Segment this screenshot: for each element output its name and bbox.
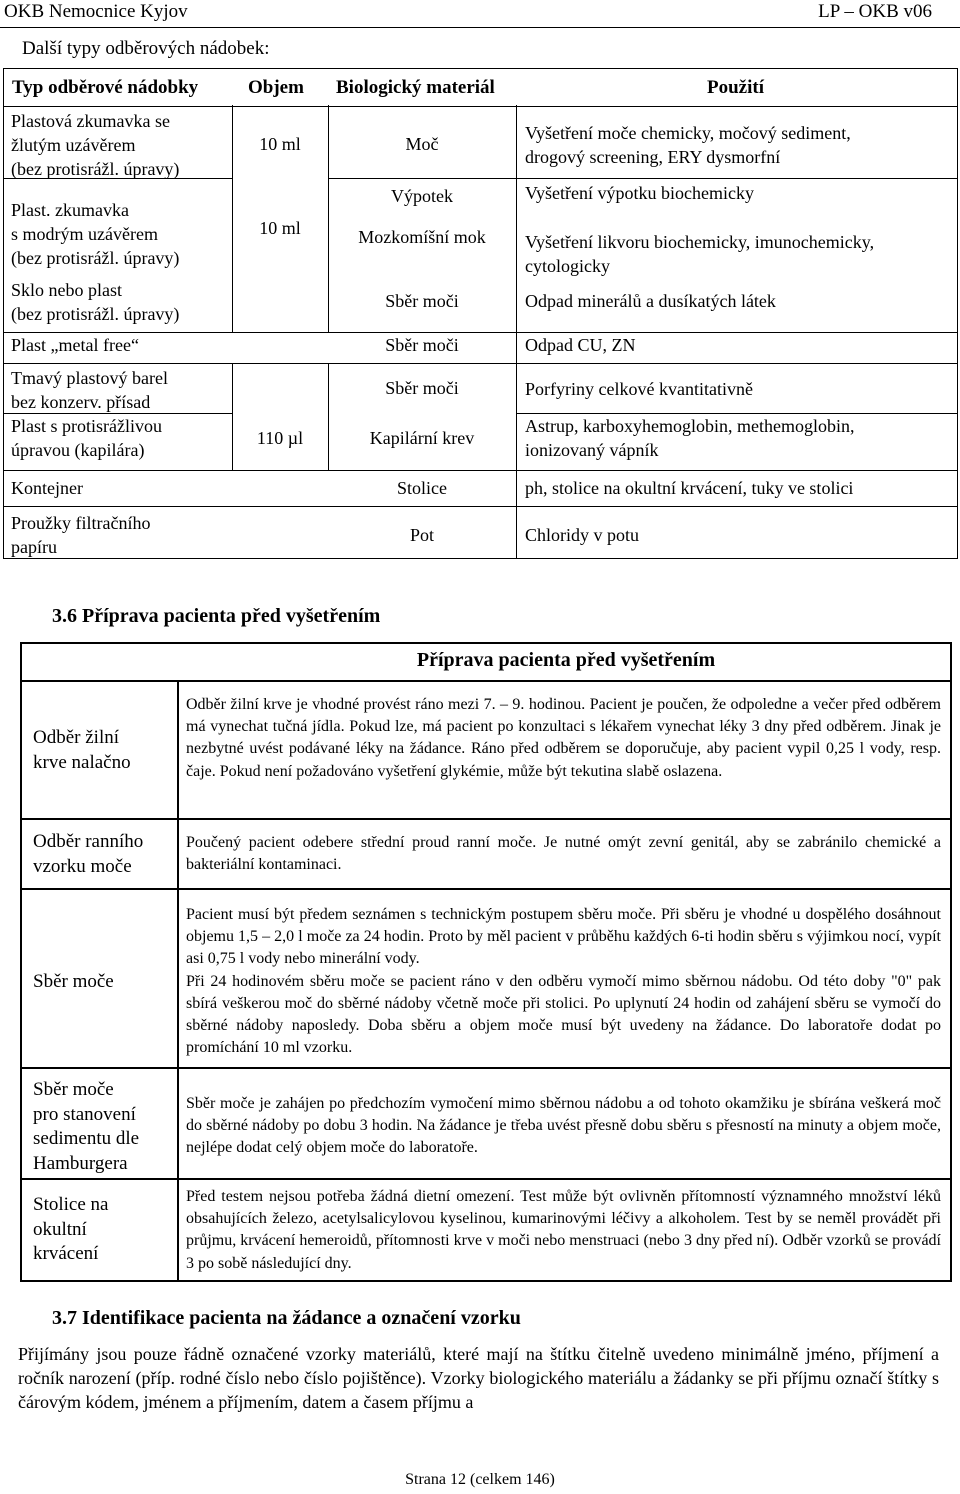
table-cell-type: Tmavý plastový barel bez konzerv. přísad — [11, 368, 168, 412]
row-text: Sběr moče je zahájen po předchozím vymočení mimo sběrnou nádobu a od tohoto okamžiku je sbírána veškerá moč do sběrné nádoby po dobu 3 hodin. Na žádance je třeba uvést přesně dobu sběru s přesností na minuty a objem moče, nejlépe dodat celý objem moče do laboratoře. — [186, 1095, 941, 1157]
row-text: Pacient musí být předem seznámen s technickým postupem sběru moče. Při sběru je vhodné u dospělého dosáhnout objemu 1,5 – 2,0 l moče za 24 hodin. Proto by měl pacient v průběhu každých 6-ti hodin sběru s výjimkou nocí, vypít asi 0,75 l vody nebo minerální vody. Při 24 hodinovém sběru moče se pacient ráno v den odběru vymočí mimo sběrnou nádobu. Od této doby "0" pak sbírá veškerou moč do sběrné nádoby včetně moče při stolici. Po uplynutí 24 hodin od zahájení sběru se vymočí do sběrné nádoby naposledy. Doba sběru a objem moče musí být uvedeny na žádance. Do laboratoře dodat po promíchání 10 ml vzorku. — [186, 906, 941, 1057]
table-cell-material: Moč — [405, 134, 439, 154]
column-header-type: Typ odběrové nádobky — [12, 77, 199, 98]
page-header — [0, 0, 960, 28]
table-title: Příprava pacienta před vyšetřením — [416, 649, 716, 671]
header-institution: OKB Nemocnice Kyjov — [4, 1, 188, 22]
table-cell-material: Sběr moči — [385, 335, 459, 355]
row-label: Odběr ranního vzorku moče — [33, 831, 144, 877]
table-cell-usage: Odpad CU, ZN — [525, 335, 636, 355]
table-cell-type: Kontejner — [11, 478, 83, 498]
table-cell-type: Sklo nebo plast (bez protisrážl. úpravy) — [11, 280, 180, 324]
table-cell-material: Sběr moči — [385, 291, 459, 311]
table-cell-type: Plast s protisrážlivou úpravou (kapilára) — [11, 416, 162, 460]
table-cell-material: Pot — [409, 525, 434, 545]
table-cell-usage: Porfyriny celkové kvantitativně — [525, 379, 753, 399]
column-header-material: Biologický materiál — [336, 77, 495, 98]
table-cell-usage: Odpad minerálů a dusíkatých látek — [525, 291, 776, 311]
patient-preparation-table — [20, 642, 952, 1282]
table-cell-volume: 10 ml — [259, 218, 301, 238]
row-label: Sběr moče pro stanovení sedimentu dle Hamburgera — [33, 1079, 140, 1174]
column-header-usage: Použití — [707, 77, 764, 98]
table-cell-volume: 10 ml — [259, 134, 301, 154]
table-cell-type: Proužky filtračního papíru — [11, 513, 151, 557]
row-label: Odběr žilní krve nalačno — [33, 727, 131, 773]
table-cell-usage: Chloridy v potu — [525, 525, 640, 545]
table-cell-material: Sběr moči — [385, 378, 459, 398]
container-types-table — [3, 68, 958, 559]
row-text: Poučený pacient odebere střední proud ranní moče. Je nutné omýt zevní genitál, aby se zabránilo chemické a bakteriální kontaminaci. — [186, 834, 941, 874]
header-document-code: LP – OKB v06 — [818, 1, 932, 22]
table-header-row — [3, 68, 958, 107]
table-cell-volume: 110 µl — [256, 428, 304, 448]
table-cell-type: Plastová zkumavka se žlutým uzávěrem (bez protisrážl. úpravy) — [11, 111, 180, 179]
table-cell-material: Kapilární krev — [369, 428, 475, 448]
row-label: Stolice na okultní krvácení — [33, 1194, 109, 1264]
page-footer: Strana 12 (celkem 146) — [405, 1471, 555, 1488]
section-heading-3-6: 3.6 Příprava pacienta před vyšetřením — [52, 605, 381, 627]
row-label: Sběr moče — [33, 971, 114, 992]
table-cell-type: Plast. zkumavka s modrým uzávěrem (bez protisrážl. úpravy) — [11, 200, 180, 268]
table-cell-type: Plast „metal free“ — [11, 335, 139, 355]
table-cell-usage: Vyšetření moče chemicky, močový sediment, drogový screening, ERY dysmorfní — [525, 123, 851, 167]
table-cell-material: Mozkomíšní mok — [358, 227, 486, 247]
row-text: Odběr žilní krve je vhodné provést ráno mezi 7. – 9. hodinou. Pacient je poučen, že odpoledne a večer před odběrem má vynechat tučná jídla. Pokud lze, má pacient po konzultaci s lékařem vynechat léky 3 dny před odběrem. Jinak je nezbytné uvést podávané léky na žádance. Ráno před odběrem se doporučuje, aby pacient vypil 0,25 l vody, resp. čaje. Pokud není požadováno vyšetření glykémie, může být tekutina slabě oslazena. — [186, 696, 941, 780]
table-cell-material: Stolice — [397, 478, 447, 498]
table-cell-usage: Astrup, karboxyhemoglobin, methemoglobin, ionizovaný vápník — [525, 416, 855, 460]
column-header-volume: Objem — [248, 77, 304, 98]
table-cell-usage: ph, stolice na okultní krvácení, tuky ve stolici — [525, 478, 854, 498]
section-heading-3-7: 3.7 Identifikace pacienta na žádance a označení vzorku — [52, 1307, 521, 1329]
intro-text: Další typy odběrových nádobek: — [22, 38, 270, 59]
table-cell-material: Výpotek — [391, 186, 453, 206]
table-cell-usage: Vyšetření výpotku biochemicky — [525, 183, 754, 203]
row-text: Před testem nejsou potřeba žádná dietní omezení. Test může být ovlivněn přítomností významného množství léků obsahujících železo, acetylsalicylovou kyselinou, kumarinovými léčivy a alkoholem. Test by se neměl provádět při průjmu, krvácení hemeroidů, přítomnosti krve v moči nebo menstruaci (nebo 3 dny před ní). Odběr vzorků se provádí 3 po sobě následující dny. — [186, 1188, 941, 1272]
section-3-7-paragraph: Přijímány jsou pouze řádně označené vzorky materiálů, které mají na štítku čitelně uvedeno minimálně jméno, příjmení a ročník narození (příp. rodné číslo nebo číslo pojištěnce). Vzorky biologického materiálu a žádanky se při příjmu označí štítky s čárovým kódem, jménem a příjmením, datem a časem příjmu a — [18, 1344, 939, 1412]
table-cell-usage: Vyšetření likvoru biochemicky, imunochemicky, cytologicky — [525, 232, 875, 276]
